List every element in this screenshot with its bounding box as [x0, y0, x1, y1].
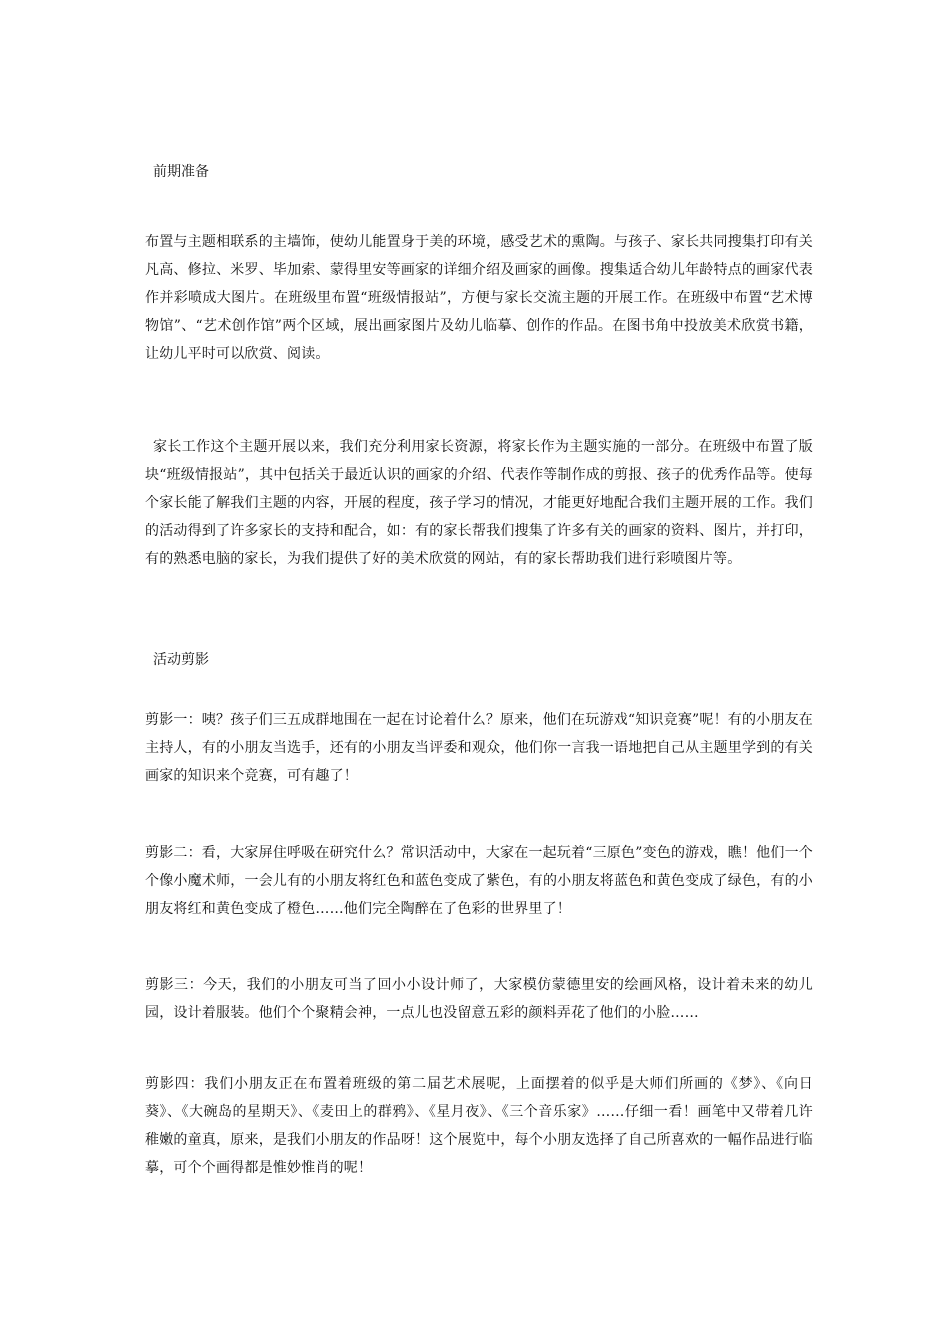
paragraph-clip-4: 剪影四：我们小朋友正在布置着班级的第二届艺术展呢，上面摆着的似乎是大师们所画的《梦》、《向日葵》、《大碗岛的星期天》、《麦田上的群鸦》、《星月夜》、《三个音乐家》……仔细一看！画笔中又带着几许稚嫩的童真，原来，是我们小朋友的作品呀！这个展览中，每个小朋友选择了自己所喜欢的一幅作品进行临摹，可个个画得都是惟妙惟肖的呢！	[145, 1076, 813, 1176]
paragraph-clip-3: 剪影三：今天，我们的小朋友可当了回小小设计师了，大家模仿蒙德里安的绘画风格，设计着未来的幼儿园，设计着服装。他们个个聚精会神，一点儿也没留意五彩的颜料弄花了他们的小脸……	[145, 977, 813, 1021]
paragraph-preparation: 布置与主题相联系的主墙饰，使幼儿能置身于美的环境，感受艺术的熏陶。与孩子、家长共同搜集打印有关凡高、修拉、米罗、毕加索、蒙得里安等画家的详细介绍及画家的画像。搜集适合幼儿年龄特点的画家代表作并彩喷成大图片。在班级里布置“班级情报站”，方便与家长交流主题的开展工作。在班级中布置“艺术博物馆”、“艺术创作馆”两个区域，展出画家图片及幼儿临摹、创作的作品。在图书角中投放美术欣赏书籍，让幼儿平时可以欣赏、阅读。	[145, 234, 813, 362]
paragraph-parent-work: 家长工作这个主题开展以来，我们充分利用家长资源，将家长作为主题实施的一部分。在班级中布置了版块“班级情报站”，其中包括关于最近认识的画家的介绍、代表作等制作成的剪报、孩子的优秀作品等。使每个家长能了解我们主题的内容，开展的程度，孩子学习的情况，才能更好地配合我们主题开展的工作。我们的活动得到了许多家长的支持和配合，如：有的家长帮我们搜集了许多有关的画家的资料、图片，并打印，有的熟悉电脑的家长，为我们提供了好的美术欣赏的网站，有的家长帮助我们进行彩喷图片等。	[145, 439, 813, 567]
section-heading-activity: 活动剪影	[153, 652, 209, 668]
paragraph-clip-2: 剪影二：看，大家屏住呼吸在研究什么？常识活动中，大家在一起玩着“三原色”变色的游戏，瞧！他们一个个像小魔术师，一会儿有的小朋友将红色和蓝色变成了紫色，有的小朋友将蓝色和黄色变成了绿色，有的小朋友将红和黄色变成了橙色……他们完全陶醉在了色彩的世界里了！	[145, 845, 813, 917]
section-heading-preparation: 前期准备	[153, 164, 209, 180]
paragraph-clip-1: 剪影一：咦？孩子们三五成群地围在一起在讨论着什么？原来，他们在玩游戏“知识竞赛”呢！有的小朋友在主持人，有的小朋友当选手，还有的小朋友当评委和观众，他们你一言我一语地把自己从主题里学到的有关画家的知识来个竞赛，可有趣了！	[145, 712, 813, 784]
